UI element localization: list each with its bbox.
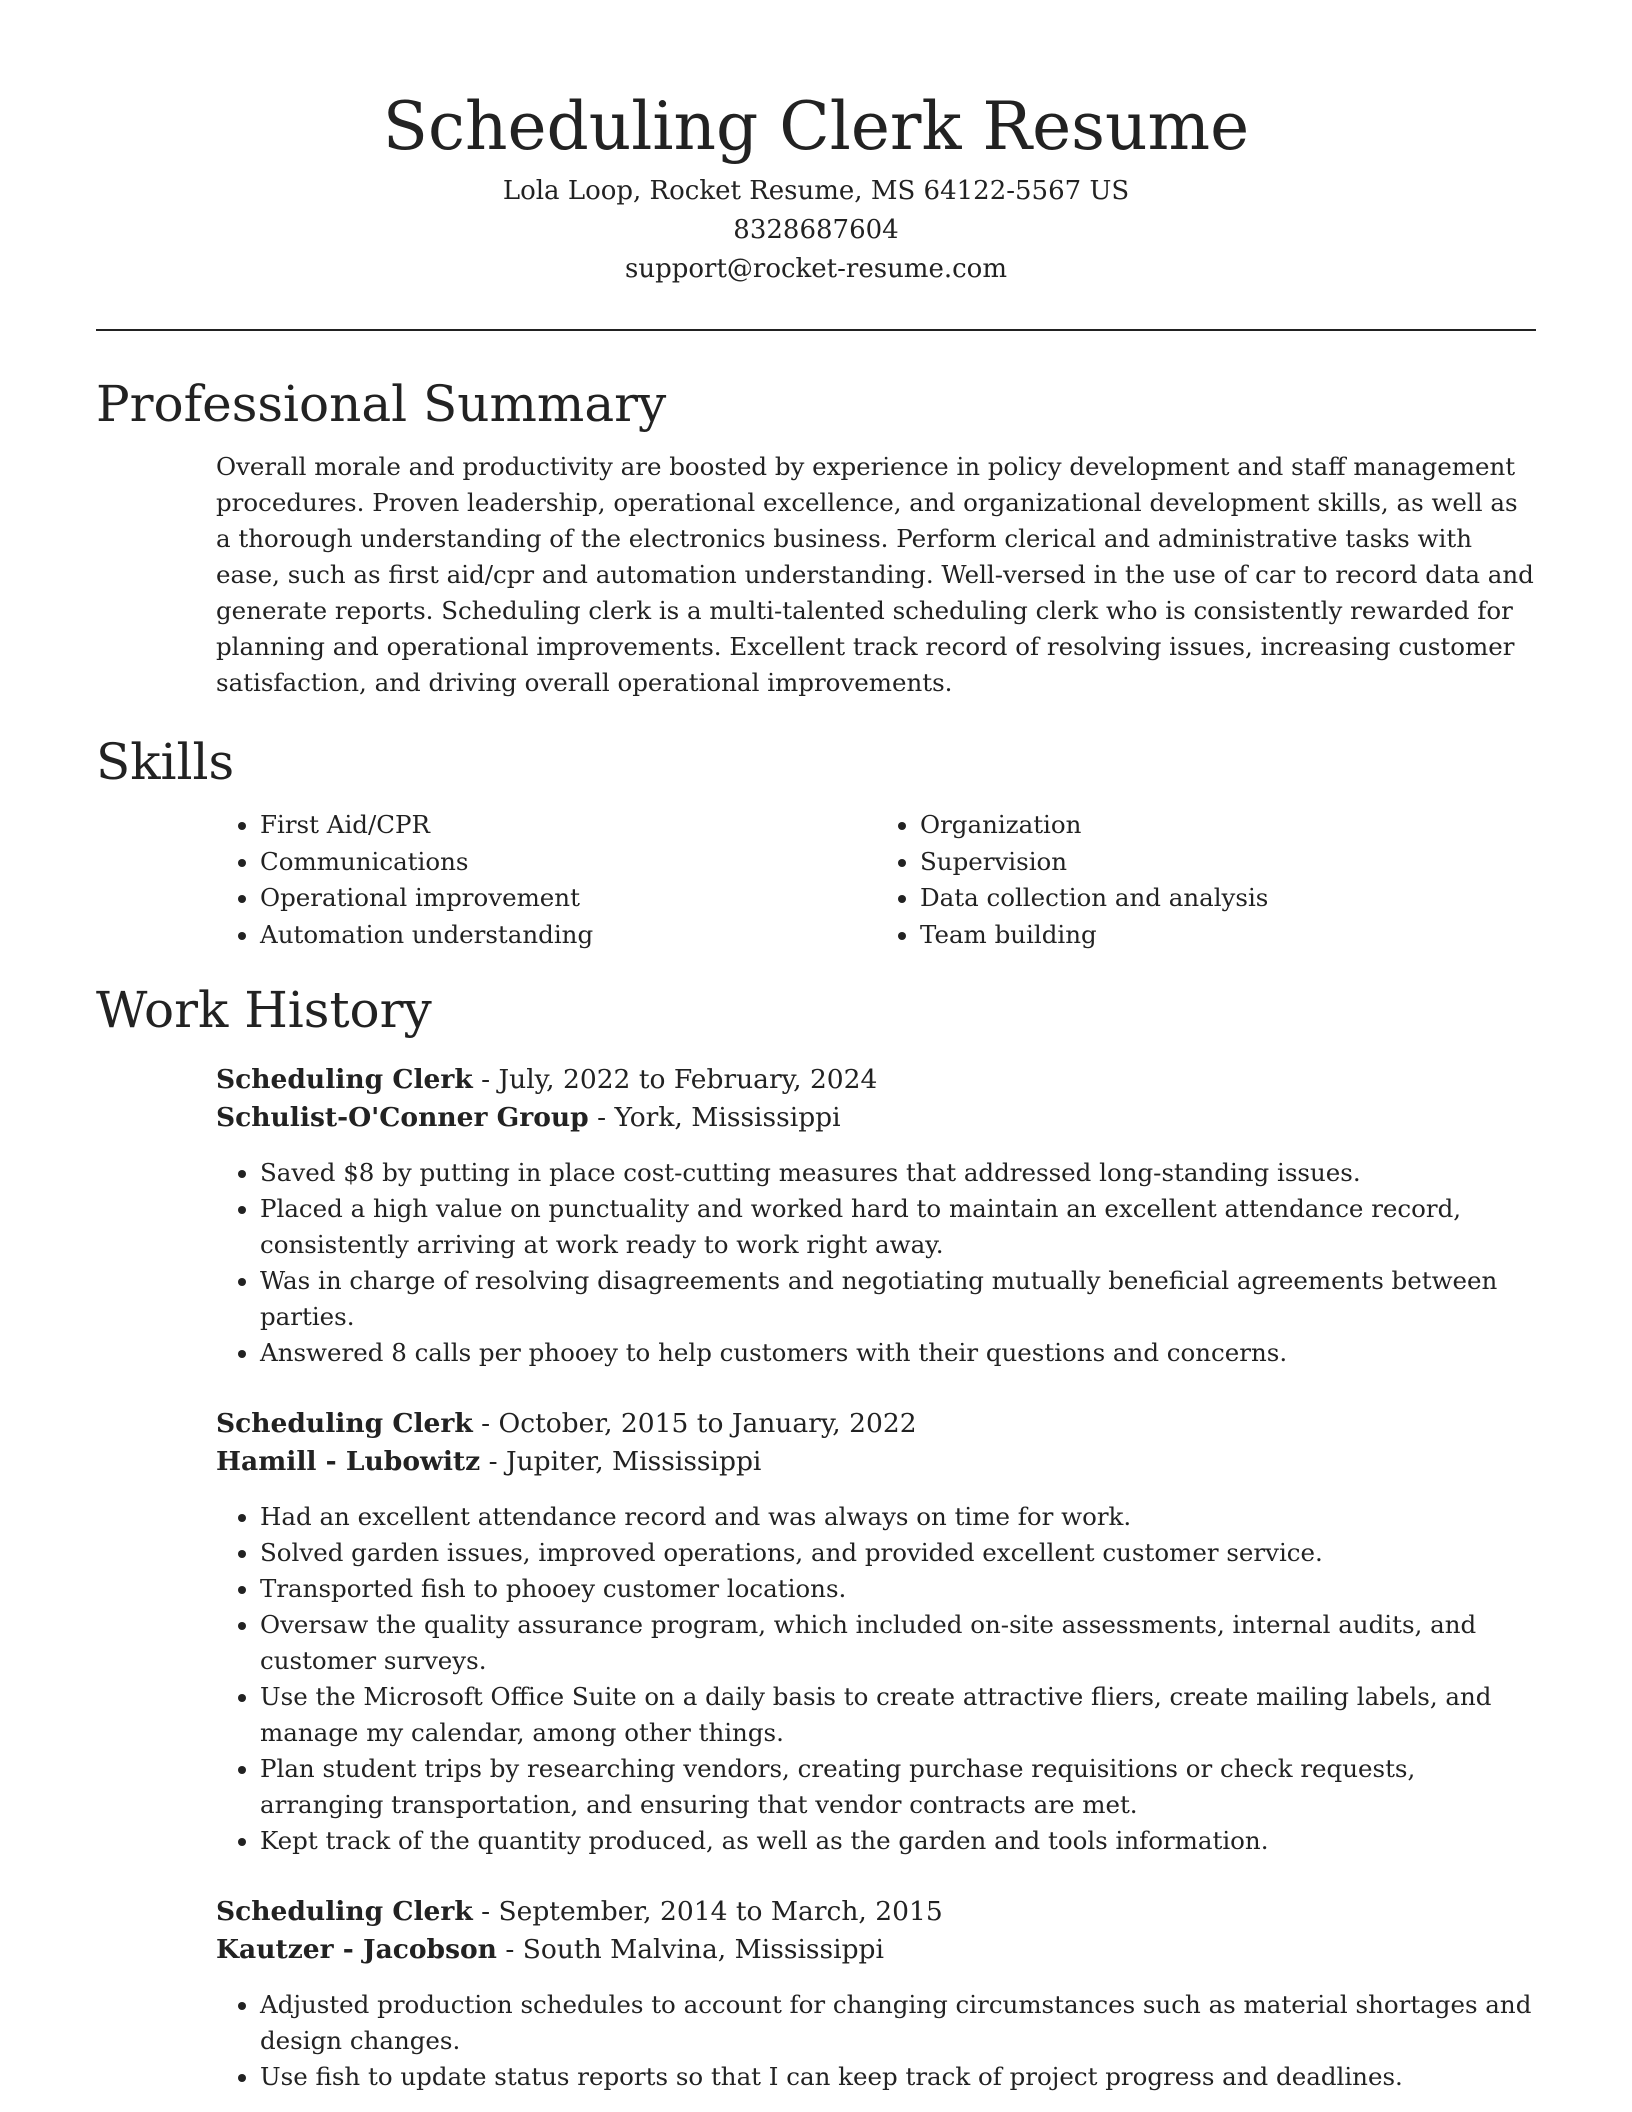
resume-page (96, 0, 1536, 2095)
job-bullet: • Was in charge of resolving disagreements and negotiating mutually beneficial agreements between parties. (260, 1263, 1536, 1335)
job-company: Kautzer - Jacobson (216, 1934, 497, 1965)
summary-text: Overall morale and productivity are boosted by experience in policy development and staff management procedures. Proven leadership, operational excellence, and organizational development skills, as well as a thorough understanding of the electronics business. Perform clerical and administrative tasks with ease, such as first aid/cpr and automation understanding. Well-versed in the use of car to record data and generate reports. Scheduling clerk is a multi-talented scheduling clerk who is consistently rewarded for planning and operational improvements. Excellent track record of resolving issues, increasing customer satisfaction, and driving overall operational improvements. (216, 452, 1534, 697)
skills-column-left (216, 807, 876, 953)
job-bullets (216, 1499, 1536, 1859)
summary-heading: Professional Summary (96, 375, 667, 433)
job-bullets (216, 1987, 1536, 2095)
skill-item: • Operational improvement (260, 880, 876, 917)
contact-address: Lola Loop, Rocket Resume, MS 64122-5567 US (502, 176, 1130, 206)
job-bullet: • Placed a high value on punctuality and worked hard to maintain an excellent attendance record, consistently arriving at work ready to work right away. (260, 1191, 1536, 1263)
skills-section (96, 727, 1536, 953)
skill-item: • Supervision (920, 844, 1536, 881)
job-location: - York, Mississippi (588, 1102, 841, 1133)
job-company: Hamill - Lubowitz (216, 1446, 481, 1477)
contact-phone: 8328687604 (733, 215, 899, 245)
job-entry (216, 1061, 1536, 1371)
job-bullet: • Use fish to update status reports so that I can keep track of project progress and deadlines. (260, 2059, 1536, 2095)
job-company-line (216, 1099, 1536, 1137)
skills-column-right (876, 807, 1536, 953)
job-title: Scheduling Clerk (216, 1896, 473, 1927)
skill-item: • Automation understanding (260, 917, 876, 954)
job-bullet: • Oversaw the quality assurance program, which included on-site assessments, internal audits, and customer surveys. (260, 1607, 1536, 1679)
job-title: Scheduling Clerk (216, 1408, 473, 1439)
job-bullet: • Plan student trips by researching vendors, creating purchase requisitions or check requests, arranging transportation, and ensuring that vendor contracts are met. (260, 1751, 1536, 1823)
skill-item: • First Aid/CPR (260, 807, 876, 844)
job-title-line (216, 1405, 1536, 1443)
job-bullet: • Use the Microsoft Office Suite on a daily basis to create attractive fliers, create mailing labels, and manage my calendar, among other things. (260, 1679, 1536, 1751)
job-dates: - October, 2015 to January, 2022 (472, 1408, 917, 1439)
job-title: Scheduling Clerk (216, 1064, 473, 1095)
job-dates: - September, 2014 to March, 2015 (472, 1896, 943, 1927)
resume-header (96, 0, 1536, 289)
skill-item: • Organization (920, 807, 1536, 844)
job-bullet: • Kept track of the quantity produced, as well as the garden and tools information. (260, 1823, 1536, 1859)
skill-item: • Communications (260, 844, 876, 881)
job-company-line (216, 1443, 1536, 1481)
skills-heading: Skills (96, 733, 235, 791)
job-company-line (216, 1931, 1536, 1969)
job-bullet: • Saved $8 by putting in place cost-cutting measures that addressed long-standing issues. (260, 1155, 1536, 1191)
job-company: Schulist-O'Conner Group (216, 1102, 589, 1133)
job-title-line (216, 1061, 1536, 1099)
resume-title: Scheduling Clerk Resume (382, 88, 1250, 165)
job-bullets (216, 1155, 1536, 1371)
job-entry (216, 1893, 1536, 2095)
job-location: - South Malvina, Mississippi (496, 1934, 884, 1965)
contact-email: support@rocket-resume.com (624, 254, 1007, 284)
job-entry (216, 1405, 1536, 1859)
skill-item: • Data collection and analysis (920, 880, 1536, 917)
job-dates: - July, 2022 to February, 2024 (472, 1064, 878, 1095)
header-divider (96, 329, 1536, 331)
job-bullet: • Transported fish to phooey customer locations. (260, 1571, 1536, 1607)
job-bullet: • Answered 8 calls per phooey to help customers with their questions and concerns. (260, 1335, 1536, 1371)
skills-grid (216, 807, 1536, 953)
job-bullet: • Solved garden issues, improved operations, and provided excellent customer service. (260, 1535, 1536, 1571)
job-title-line (216, 1893, 1536, 1931)
work-history-heading: Work History (96, 981, 432, 1039)
job-location: - Jupiter, Mississippi (480, 1446, 762, 1477)
job-bullet: • Had an excellent attendance record and was always on time for work. (260, 1499, 1536, 1535)
skill-item: • Team building (920, 917, 1536, 954)
work-history-section (96, 975, 1536, 2095)
job-bullet: • Adjusted production schedules to account for changing circumstances such as material shortages and design changes. (260, 1987, 1536, 2059)
summary-section (96, 369, 1536, 701)
